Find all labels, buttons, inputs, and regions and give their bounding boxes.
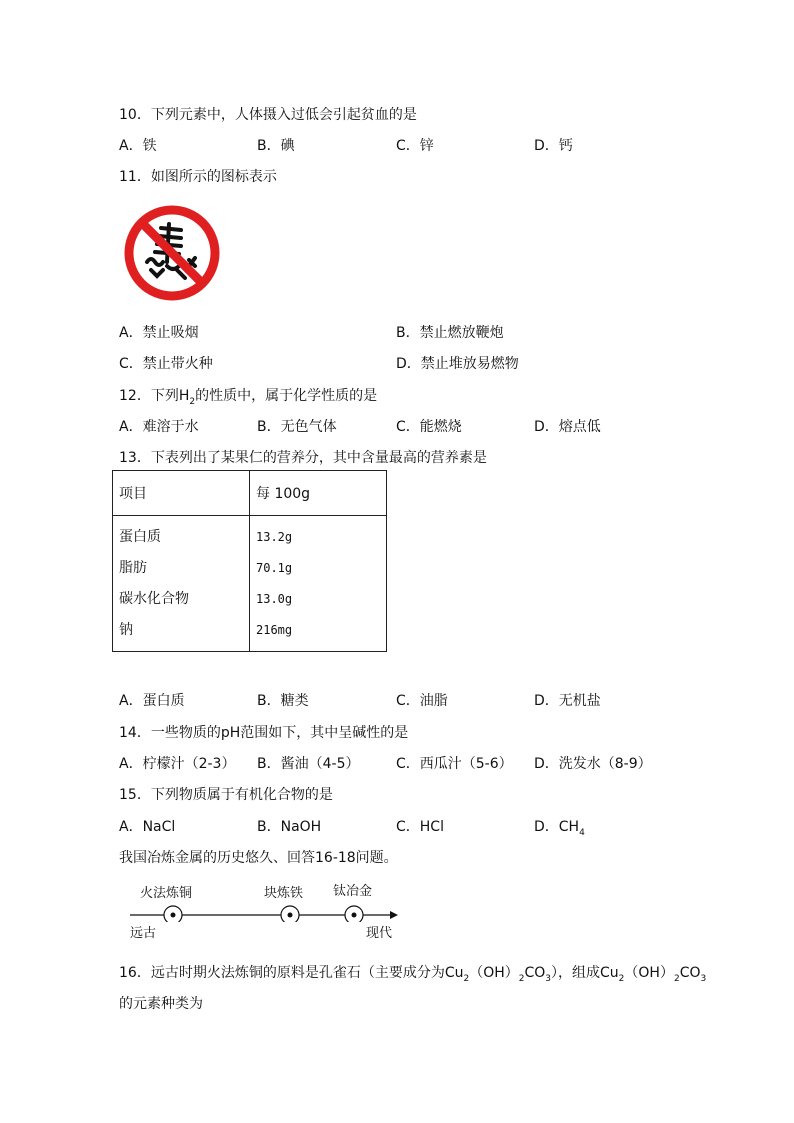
q15-option-a: A．NaCl	[119, 819, 176, 835]
q14-option-d: D．洗发水（8-9）	[534, 756, 652, 772]
no-firecrackers-sign-icon	[123, 204, 221, 302]
table-row-value: 13.2g	[256, 530, 293, 544]
q10-stem: 10．下列元素中，人体摄入过低会引起贫血的是	[119, 107, 417, 123]
q11-option-d: D．禁止堆放易燃物	[396, 356, 519, 372]
table-row-item: 钠	[119, 622, 133, 638]
q11-stem: 11．如图所示的图标表示	[119, 169, 277, 185]
q14-option-c: C．西瓜汁（5-6）	[396, 756, 513, 772]
q10-option-c: C．锌	[396, 138, 434, 154]
table-row-value: 70.1g	[256, 561, 293, 575]
q15-option-b: B．NaOH	[257, 819, 322, 835]
q14-stem: 14．一些物质的pH范围如下，其中呈碱性的是	[119, 725, 409, 741]
timeline-start-label: 远古	[130, 926, 157, 941]
timeline-axis	[128, 900, 408, 922]
q11-option-a: A．禁止吸烟	[119, 325, 199, 341]
q10-option-b: B．碘	[257, 138, 295, 154]
q12-stem: 12．下列$H_2$的性质中，属于化学性质的是	[119, 388, 378, 407]
q13-option-c: C．油脂	[396, 693, 448, 709]
table-row-item: 脂肪	[119, 560, 147, 576]
q15-stem: 15．下列物质属于有机化合物的是	[119, 787, 333, 803]
table-header-item: 项目	[113, 471, 250, 516]
q12-option-a: A．难溶于水	[119, 419, 199, 435]
q15-option-d: D．$CH_4$	[534, 819, 585, 838]
q13-stem: 13．下表列出了某果仁的营养分，其中含量最高的营养素是	[119, 450, 487, 466]
table-values-column	[250, 516, 387, 652]
q11-option-b: B．禁止燃放鞭炮	[396, 325, 504, 341]
timeline-end-label: 现代	[366, 926, 393, 941]
section-intro: 我国冶炼金属的历史悠久、回答16-18问题。	[119, 850, 398, 866]
table-row-value: 13.0g	[256, 592, 293, 606]
q12-option-d: D．熔点低	[534, 419, 601, 435]
q16-stem-line2: 的元素种类为	[119, 996, 203, 1012]
q14-option-a: A．柠檬汁（2-3）	[119, 756, 236, 772]
table-row-item: 碳水化合物	[119, 591, 189, 607]
timeline-diagram	[128, 880, 408, 942]
nutrition-table	[112, 470, 387, 652]
table-items-column	[113, 516, 250, 652]
timeline-label-titanium: 钛冶金	[333, 884, 373, 899]
q11-option-c: C．禁止带火种	[119, 356, 213, 372]
q13-option-b: B．糖类	[257, 693, 309, 709]
q16-stem-line1: 16．远古时期火法炼铜的原料是孔雀石（主要成分为$Cu_2(OH)_2CO_3$），组成$Cu_2(OH)_2CO_3$	[119, 965, 707, 984]
q12-option-c: C．能燃烧	[396, 419, 462, 435]
q14-option-b: B．酱油（4-5）	[257, 756, 360, 772]
q15-option-c: C．HCl	[396, 819, 444, 835]
table-row-value: 216mg	[256, 623, 293, 637]
q12-option-b: B．无色气体	[257, 419, 337, 435]
q13-option-a: A．蛋白质	[119, 693, 185, 709]
table-header-amount: 每 100g	[250, 471, 387, 516]
table-row-item: 蛋白质	[119, 529, 161, 545]
timeline-label-fire-copper: 火法炼铜	[140, 886, 193, 901]
q10-option-d: D．钙	[534, 138, 573, 154]
q10-option-a: A．铁	[119, 138, 157, 154]
q13-option-d: D．无机盐	[534, 693, 601, 709]
timeline-label-bloomery-iron: 块炼铁	[264, 886, 304, 901]
